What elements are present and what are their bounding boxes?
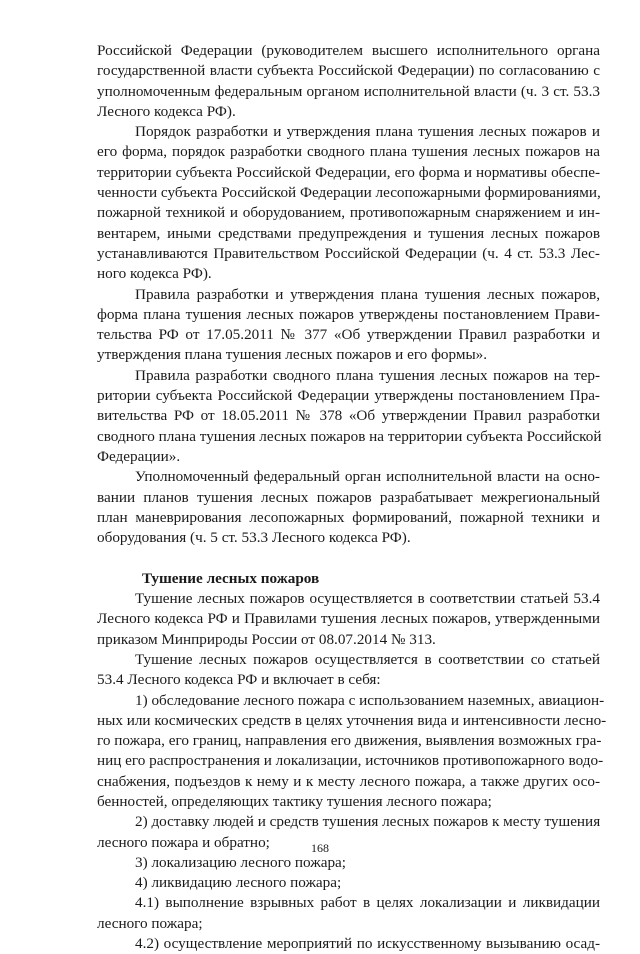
text-line: Тушение лесных пожаров осуществляется в соответствии со статьей [135, 650, 600, 668]
text-line: 2) доставку людей и средств тушения лесных пожаров к месту тушения [135, 813, 601, 831]
paragraph [97, 934, 600, 954]
text-line: утверждения плана тушения лесных пожаров и его формы». [97, 346, 488, 364]
text-line: приказом Минприроды России от 08.07.2014 № 313. [97, 630, 436, 648]
text-line: лесного пожара и обратно; [97, 833, 270, 851]
text-line: его форма, порядок разработки сводного плана тушения лесных пожаров на [97, 143, 600, 161]
text-line: вительства РФ от 18.05.2011 № 378 «Об утверждении Правил разработки [97, 407, 600, 425]
text-line: уполномоченным федеральным органом исполнительной власти (ч. 3 ст. 53.3 [97, 82, 600, 100]
text-line: Правила разработки сводного плана тушения лесных пожаров на тер- [135, 366, 600, 384]
paragraph [97, 893, 600, 934]
text-line: пожарной техникой и оборудованием, противопожарным снаряжением и ин- [97, 204, 600, 222]
text-line: вании планов тушения лесных пожаров разрабатывает межрегиональный [97, 488, 600, 506]
text-line: Федерации». [97, 447, 181, 465]
text-line: оборудования (ч. 5 ст. 53.3 Лесного кодекса РФ). [97, 529, 411, 547]
text-line: 4.2) осуществление мероприятий по искусственному вызыванию осад- [135, 935, 600, 953]
text-line: план маневрирования лесопожарных формирований, пожарной техники и [97, 508, 600, 526]
text-line: снабжения, подъездов к нему и к месту лесного пожара, а также других осо- [97, 772, 600, 790]
text-line: 53.4 Лесного кодекса РФ и включает в себя: [97, 671, 381, 689]
text-line: Правила разработки и утверждения плана тушения лесных пожаров, [135, 285, 600, 303]
page-number: 168 [311, 841, 329, 855]
document-body [97, 41, 607, 954]
text-line: Лесного кодекса РФ и Правилами тушения лесных пожаров, утвержденными [97, 610, 600, 628]
text-line: ного кодекса РФ). [97, 265, 212, 283]
text-line: сводного плана тушения лесных пожаров на территории субъекта Российской [97, 427, 602, 445]
text-line: 3) локализацию лесного пожара; [135, 853, 347, 871]
paragraph [97, 467, 600, 548]
text-line: государственной власти субъекта Российской Федерации) по согласованию с [97, 62, 600, 80]
text-line: ритории субъекта Российской Федерации утверждены постановлением Пра- [97, 387, 600, 405]
text-line: Порядок разработки и утверждения плана тушения лесных пожаров и [135, 123, 600, 141]
text-line: лесного пожара; [97, 914, 203, 932]
text-line: устанавливаются Правительством Российской Федерации (ч. 4 ст. 53.3 Лес- [97, 244, 600, 262]
paragraph [97, 873, 600, 893]
text-line: ченности субъекта Российской Федерации лесопожарными формированиями, [97, 184, 601, 202]
paragraph [97, 41, 600, 122]
text-line: 4) ликвидацию лесного пожара; [135, 874, 342, 892]
paragraph [97, 691, 607, 813]
text-line: тельства РФ от 17.05.2011 № 377 «Об утверждении Правил разработки и [97, 326, 600, 344]
section-heading: Тушение лесных пожаров [142, 569, 320, 587]
text-line: 4.1) выполнение взрывных работ в целях локализации и ликвидации [135, 894, 600, 912]
paragraph [97, 122, 600, 284]
text-line: Лесного кодекса РФ). [97, 102, 236, 120]
text-line: ниц его распространения и локализации, источников противопожарного водо- [97, 752, 604, 770]
text-line: Тушение лесных пожаров осуществляется в соответствии статьей 53.4 [135, 590, 600, 608]
text-line: форма плана тушения лесных пожаров утверждены постановлением Прави- [97, 305, 600, 323]
paragraph [97, 285, 600, 366]
text-line: территории субъекта Российской Федерации, его форма и нормативы обеспе- [97, 163, 600, 181]
text-line: го пожара, его границ, направления его движения, выявления возможных гра- [97, 732, 602, 750]
text-line: бенностей, определяющих тактику тушения лесного пожара; [97, 792, 492, 810]
section-gap [97, 548, 600, 568]
paragraph [97, 650, 600, 691]
paragraph [97, 589, 600, 650]
paragraph [97, 366, 600, 467]
text-line: 1) обследование лесного пожара с использованием наземных, авиацион- [135, 691, 605, 709]
text-line: Уполномоченный федеральный орган исполнительной власти на осно- [135, 468, 600, 486]
text-line: ных или космических средств в целях уточнения вида и интенсивности лесно- [97, 711, 607, 729]
text-line: Российской Федерации (руководителем высшего исполнительного органа [97, 42, 600, 59]
text-line: вентарем, иными средствами предупреждения и тушения лесных пожаров [97, 224, 600, 242]
